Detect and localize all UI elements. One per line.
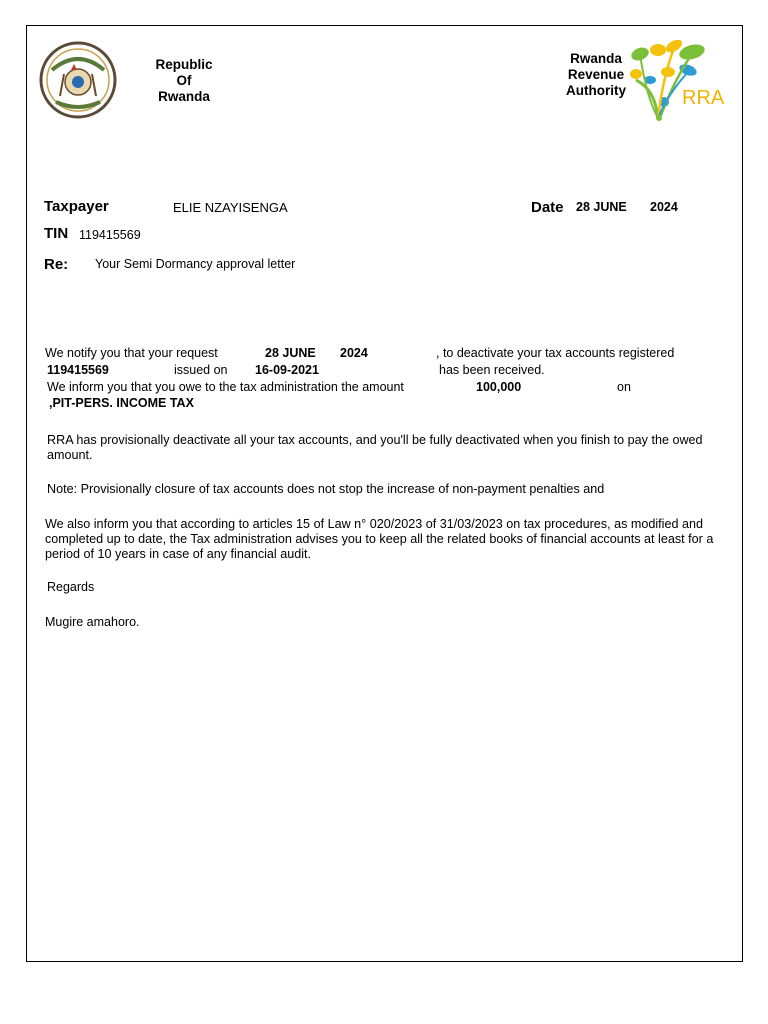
republic-line-3: Rwanda	[158, 89, 210, 104]
request-text: We notify you that your request	[45, 346, 218, 360]
owed-amount: 100,000	[476, 380, 522, 394]
tin-value: 119415569	[79, 228, 141, 242]
note-paragraph: Note: Provisionally closure of tax accounts does not stop the increase of non-payment penalties and	[47, 482, 605, 496]
on-text: on	[617, 380, 631, 394]
authority-heading	[556, 51, 636, 99]
re-label: Re:	[44, 256, 69, 273]
issued-date: 16-09-2021	[255, 363, 319, 377]
authority-line-1: Rwanda	[570, 51, 622, 66]
tax-type: ,PIT-PERS. INCOME TAX	[49, 396, 194, 410]
closing-text: Mugire amahoro.	[45, 615, 140, 629]
republic-heading	[145, 57, 223, 105]
owe-text: We inform you that you owe to the tax administration the amount	[47, 380, 404, 394]
rra-logo-text: RRA	[682, 87, 725, 109]
tin-label: TIN	[44, 225, 69, 242]
date-year: 2024	[650, 200, 678, 214]
request-year: 2024	[340, 346, 368, 360]
authority-line-2: Revenue	[567, 67, 625, 82]
deactivate-text: , to deactivate your tax accounts registered	[436, 346, 675, 360]
regards-text: Regards	[47, 580, 95, 594]
date-day-month: 28 JUNE	[576, 200, 627, 214]
republic-line-2: Of	[176, 73, 192, 88]
taxpayer-name: ELIE NZAYISENGA	[173, 200, 288, 215]
issued-on-text: issued on	[174, 363, 228, 377]
subject-text: Your Semi Dormancy approval letter	[95, 257, 296, 271]
republic-line-1: Republic	[155, 57, 213, 72]
rra-logo	[628, 40, 728, 124]
registered-tin: 119415569	[47, 363, 109, 377]
law-paragraph: We also inform you that according to articles 15 of Law n° 020/2023 of 31/03/2023 on tax procedures, as modified and completed up to date, the Tax administration advises you to keep all the related books of financial accounts at least for a period of 10 years in case of any financial audit.	[45, 517, 714, 561]
received-text: has been received.	[439, 363, 545, 377]
deactivation-paragraph: RRA has provisionally deactivate all your tax accounts, and you'll be fully deactivated when you finish to pay the owed amount.	[47, 433, 703, 462]
coat-of-arms-seal	[38, 40, 118, 120]
authority-line-3: Authority	[566, 83, 626, 98]
date-label: Date	[531, 199, 564, 216]
taxpayer-label: Taxpayer	[44, 198, 109, 215]
request-date: 28 JUNE	[265, 346, 316, 360]
